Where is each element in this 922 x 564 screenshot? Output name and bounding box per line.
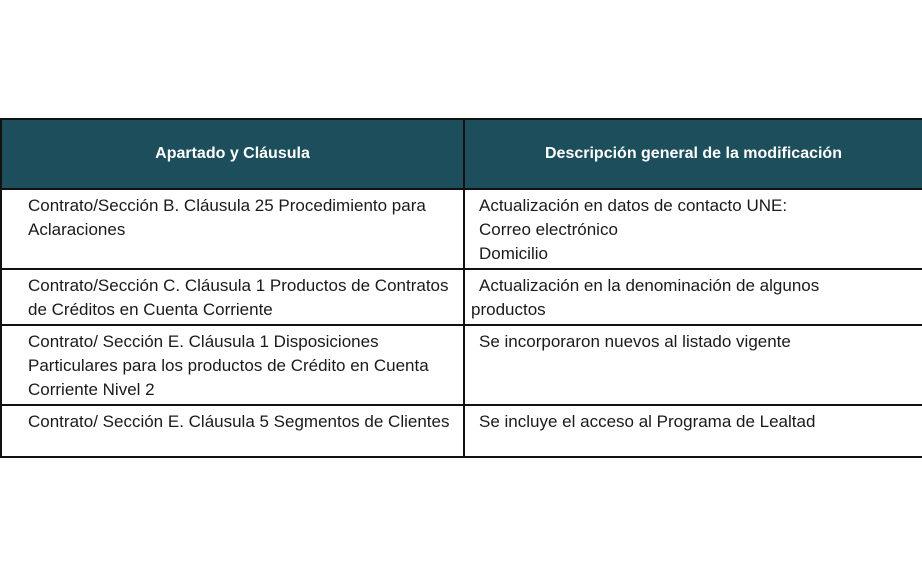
description-line: Correo electrónico — [479, 220, 618, 239]
description-cell — [464, 269, 922, 325]
clause-cell: Contrato/ Sección E. Cláusula 1 Disposiciones Particulares para los productos de Crédito en Cuenta Corriente Nivel 2 — [1, 325, 464, 405]
description-line: Actualización en datos de contacto UNE: — [479, 196, 788, 215]
table-row — [1, 405, 922, 457]
clause-cell: Contrato/ Sección E. Cláusula 5 Segmentos de Clientes — [1, 405, 464, 457]
table-row — [1, 325, 922, 405]
description-line: productos — [471, 300, 546, 319]
clause-cell: Contrato/Sección C. Cláusula 1 Productos de Contratos de Créditos en Cuenta Corriente — [1, 269, 464, 325]
clause-cell: Contrato/Sección B. Cláusula 25 Procedimiento para Aclaraciones — [1, 189, 464, 269]
description-cell — [464, 405, 922, 457]
modification-table-container — [0, 118, 922, 458]
description-cell — [464, 325, 922, 405]
description-line: Actualización en la denominación de algunos — [479, 276, 820, 295]
table-row — [1, 269, 922, 325]
description-line: Domicilio — [479, 244, 548, 263]
header-description: Descripción general de la modificación — [464, 119, 922, 189]
header-clause: Apartado y Cláusula — [1, 119, 464, 189]
description-line: Se incorporaron nuevos al listado vigente — [479, 332, 791, 351]
table-header-row — [1, 119, 922, 189]
description-line: Se incluye el acceso al Programa de Lealtad — [479, 412, 816, 431]
table-row — [1, 189, 922, 269]
modification-table — [0, 118, 922, 458]
description-cell — [464, 189, 922, 269]
